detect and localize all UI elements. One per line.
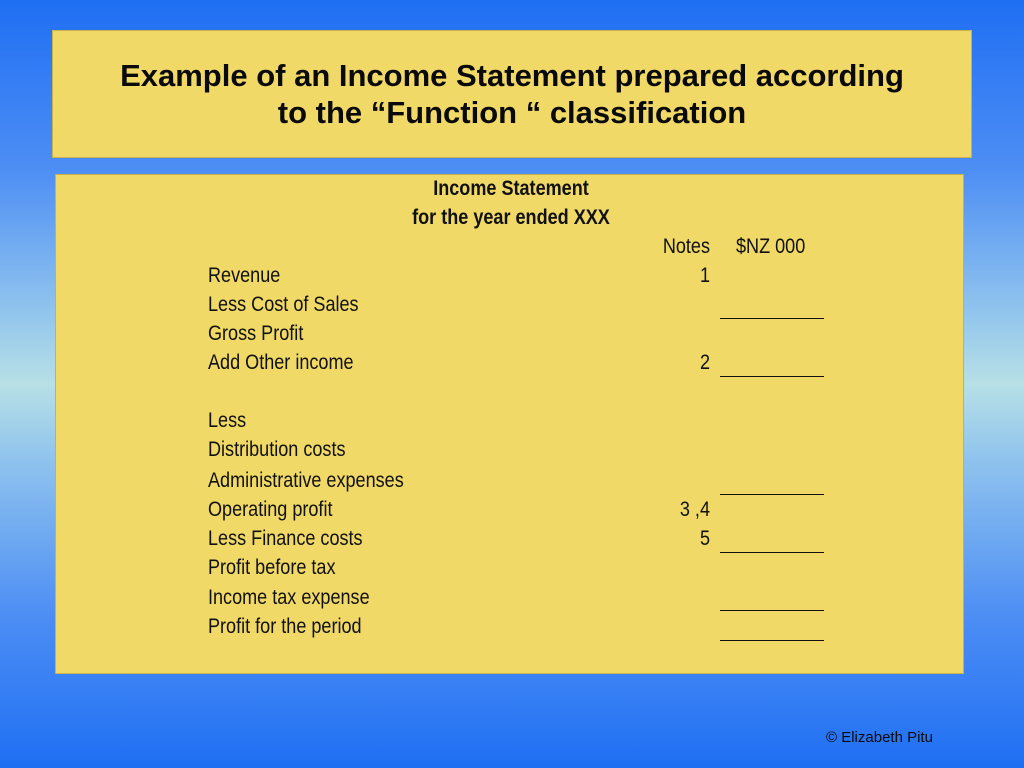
copyright-footer: © Elizabeth Pitu [826,729,933,746]
subtotal-rule [720,494,824,495]
statement-row-label: Revenue [208,264,281,287]
statement-row-label: Less Finance costs [208,527,363,550]
statement-row-label: Gross Profit [208,322,304,345]
subtotal-rule [720,376,824,377]
subtotal-rule [720,552,824,553]
statement-row-label: Operating profit [208,498,333,521]
statement-row-label: Add Other income [208,351,354,374]
statement-heading: Income Statement [433,177,589,200]
slide-title: Example of an Income Statement prepared according to the “Function “ classification [120,58,904,130]
total-rule [720,640,824,641]
subtotal-rule [720,610,824,611]
statement-period: for the year ended XXX [412,206,610,229]
statement-row-label: Less [208,409,247,432]
slide-title-box [52,30,972,158]
statement-row-note: 5 [699,527,710,550]
statement-row-label: Profit for the period [208,615,362,638]
notes-column-header: Notes [662,235,710,258]
statement-row-label: Income tax expense [208,586,370,609]
statement-row-note: 1 [699,264,710,287]
statement-row-label: Administrative expenses [208,469,404,492]
statement-row-label: Distribution costs [208,438,346,461]
statement-row-label: Profit before tax [208,556,336,579]
subtotal-rule [720,318,824,319]
statement-row-note: 2 [699,351,710,374]
amount-column-header: $NZ 000 [736,235,806,258]
statement-row-note: 3 ,4 [679,498,710,521]
income-statement-panel [55,174,964,674]
statement-row-label: Less Cost of Sales [208,293,359,316]
